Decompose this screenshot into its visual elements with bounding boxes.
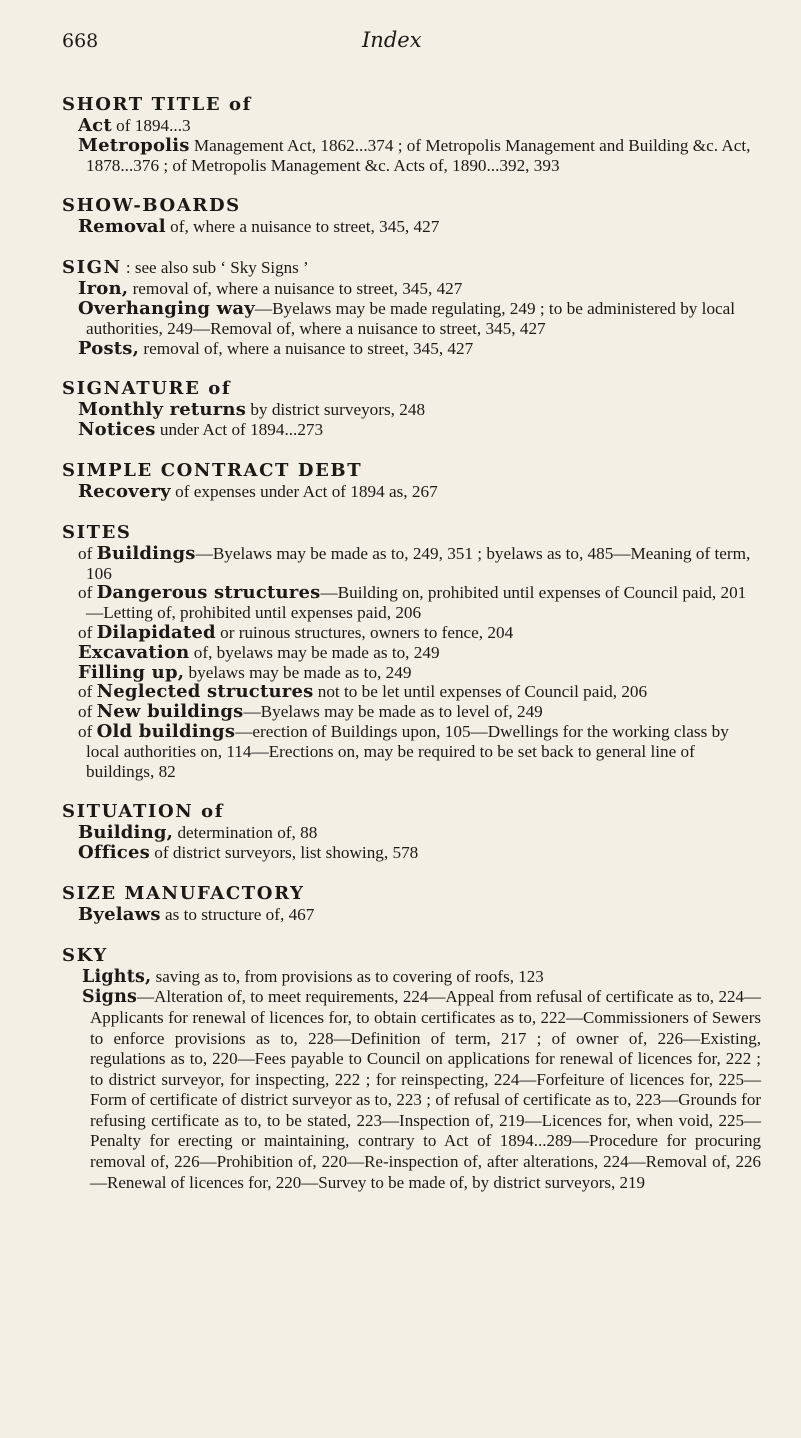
index-entry — [62, 94, 761, 175]
entry-heading: SIZE MANUFACTORY — [62, 882, 305, 904]
entry-heading: SHOW-BOARDS — [62, 195, 241, 217]
index-entry — [62, 460, 761, 502]
entry-heading: SIGN : see also sub ‘ Sky Signs ’ — [62, 257, 309, 279]
subentry: Excavation of, byelaws may be made as to, 249 — [78, 641, 440, 663]
index-entry — [62, 195, 761, 237]
subentry: Recovery of expenses under Act of 1894 as, 267 — [78, 480, 438, 502]
subentry: Removal of, where a nuisance to street, 345, 427 — [78, 216, 440, 238]
subentry: of New buildings—Byelaws may be made as to level of, 249 — [78, 701, 543, 723]
subentry: Monthly returns by district surveyors, 248 — [78, 399, 426, 421]
page-header — [62, 28, 761, 72]
running-head: Index — [362, 28, 422, 52]
subentry-lights: Lights, saving as to, from provisions as to covering of roofs, 123 — [82, 966, 544, 987]
index-entry — [62, 522, 761, 782]
index-entry — [62, 257, 761, 358]
subentry: of Dilapidated or ruinous structures, owners to fence, 204 — [78, 621, 514, 643]
subentry: of Dangerous structures—Building on, prohibited until expenses of Council paid, 201—Letting of, prohibited until expenses paid, 206 — [78, 582, 747, 623]
subentry: Filling up, byelaws may be made as to, 249 — [78, 661, 412, 683]
subentry: Metropolis Management Act, 1862...374 ; of Metropolis Management and Building &c. Act, 1878...376 ; of Metropolis Management &c. Acts of, 1890...392, 393 — [78, 134, 751, 175]
index-entry — [62, 801, 761, 863]
index-entry — [62, 883, 761, 925]
subentry: of Neglected structures not to be let until expenses of Council paid, 206 — [78, 681, 648, 703]
subentry: Notices under Act of 1894...273 — [78, 419, 324, 441]
index-entry — [62, 378, 761, 440]
entry-heading: SIGNATURE of — [62, 378, 232, 400]
page-number: 668 — [62, 30, 99, 52]
index-entry-sky — [62, 945, 761, 1194]
subentry-signs: Signs—Alteration of, to meet requirements, 224—Appeal from refusal of certificate as to, 224—Applicants for renewal of licences for, to obtain certificates as to, 222—Commissioners of Sewers to enforce provisions as to, 228—Definition of term, 217 ; of owner of, 226—Existing, regulations as to, 220—Fees payable to Council on applications for renewal of licences for, 222 ; to district surveyor, for inspecting, 222 ; for reinspecting, 224—Forfeiture of licences for, 225—Form of certificate of district surveyor as to, 223 ; of refusal of certificate as to, 223—Grounds for refusing certificate as to, to be stated, 223—Inspection of, 219—Licences for, when void, 225—Penalty for erecting or maintaining, contrary to Act of 1894...289—Procedure for procuring removal of, 226—Prohibition of, 220—Re-inspection of, after alterations, 224—Removal of, 226—Renewal of licences for, 220—Survey to be made of, by district surveyors, 219 — [82, 987, 761, 1192]
entry-heading: SITES — [62, 521, 132, 543]
entry-heading: SKY — [62, 944, 108, 966]
subentry: Posts, removal of, where a nuisance to street, 345, 427 — [78, 337, 474, 359]
entry-heading: SIMPLE CONTRACT DEBT — [62, 459, 363, 481]
subentry: Act of 1894...3 — [78, 115, 191, 136]
subentry: Building, determination of, 88 — [78, 822, 318, 844]
subentry: Iron, removal of, where a nuisance to street, 345, 427 — [78, 278, 463, 300]
subentry: Offices of district surveyors, list showing, 578 — [78, 842, 419, 864]
sky-subentries — [62, 967, 761, 1194]
subentry: Byelaws as to structure of, 467 — [78, 903, 315, 925]
subentry: of Buildings—Byelaws may be made as to, 249, 351 ; byelaws as to, 485—Meaning of term, 106 — [78, 542, 751, 583]
entry-heading: SITUATION of — [62, 801, 225, 823]
subentry: of Old buildings—erection of Buildings upon, 105—Dwellings for the working class by local authorities on, 114—Erections on, may be required to be set back to general line of buildings, 82 — [78, 720, 729, 781]
subentry: Overhanging way—Byelaws may be made regulating, 249 ; to be administered by local authorities, 249—Removal of, where a nuisance to street, 345, 427 — [78, 297, 736, 338]
entry-heading: SHORT TITLE of — [62, 94, 252, 115]
index-entries — [62, 94, 761, 925]
